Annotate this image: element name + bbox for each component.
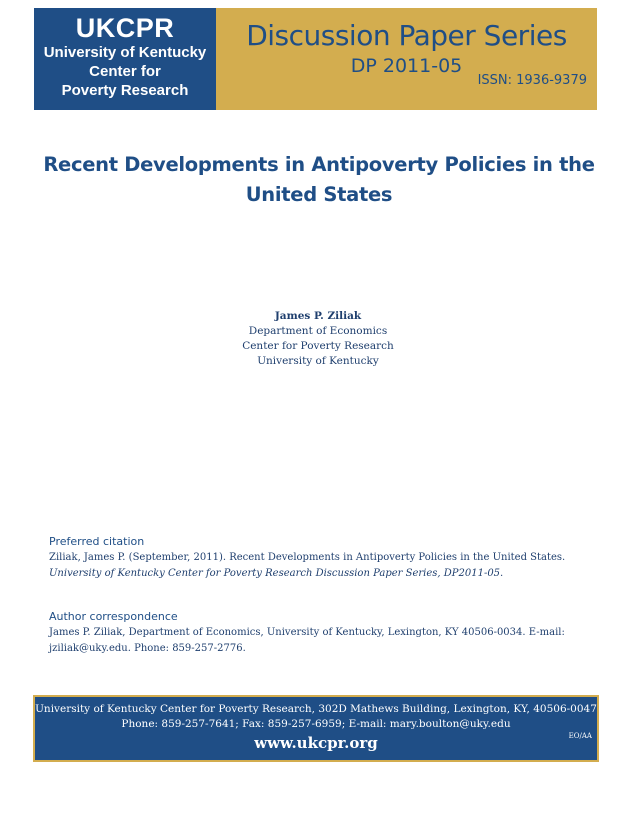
citation-label: Preferred citation [49,535,145,548]
eo-aa-label: EO/AA [568,732,592,740]
org-abbreviation: UKCPR [75,13,175,43]
correspondence-label: Author correspondence [49,610,178,623]
citation-line: Ziliak, James P. (September, 2011). Recent Developments in Antipoverty Policies in the United States. [49,552,566,563]
series-banner [216,8,597,110]
author-affiliation-2: Center for Poverty Research [242,340,394,352]
author-affiliation-3: University of Kentucky [257,355,379,367]
footer-website-link[interactable]: www.ukcpr.org [254,734,378,752]
issn: ISSN: 1936-9379 [477,73,587,88]
paper-number: DP 2011-05 [350,55,463,77]
correspondence-line1: James P. Ziliak, Department of Economics, University of Kentucky, Lexington, KY 40506-0034. E-mail: [49,627,565,638]
citation-series: University of Kentucky Center for Poverty Research Discussion Paper Series, DP2011-05. [49,568,504,579]
author-name: James P. Ziliak [274,310,362,322]
correspondence-text [49,625,599,657]
footer-contact: Phone: 859-257-7641; Fax: 859-257-6959; E-mail: mary.boulton@uky.edu [121,718,511,730]
org-name-line3: Poverty Research [61,82,189,99]
paper-title-line1: Recent Developments in Antipoverty Policies in the [43,153,595,176]
org-name-line2: Center for [89,63,161,80]
paper-title [40,150,598,210]
author-affiliation-1: Department of Economics [248,325,388,337]
correspondence-line2: jziliak@uky.edu. Phone: 859-257-2776. [49,643,246,654]
org-name-line1: University of Kentucky [43,44,207,61]
paper-title-line2: United States [245,183,393,206]
citation-text [49,550,599,582]
footer-banner [33,695,599,762]
org-logo-block [34,8,216,110]
footer-address: University of Kentucky Center for Poverty Research, 302D Mathews Building, Lexington, KY, 40506-0047 [35,703,597,715]
series-title: Discussion Paper Series [246,19,567,52]
author-block [0,309,636,369]
